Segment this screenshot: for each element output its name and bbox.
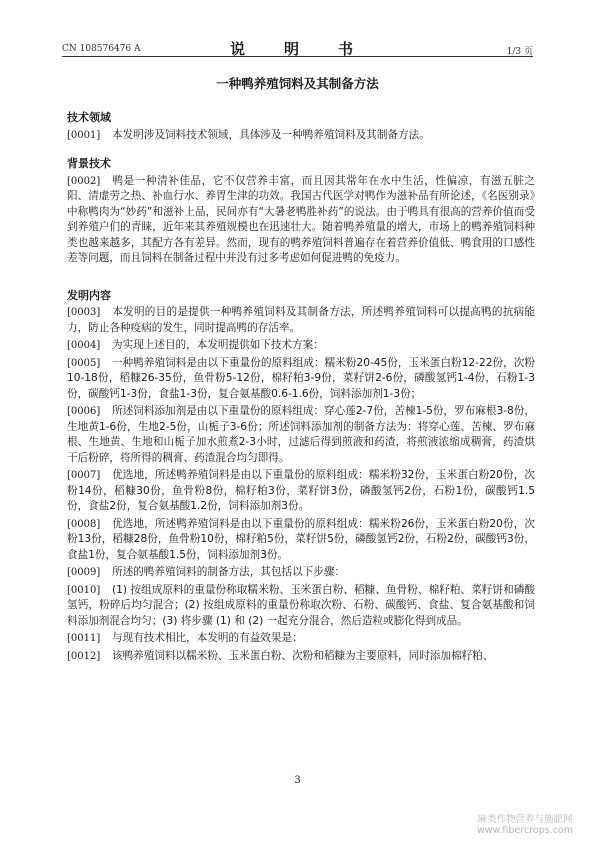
watermark-line: 麻类作物营养与施肥网 [477,814,573,825]
paragraph-text: (1) 按组成原料的重量份称取糯米粉、玉米蛋白粉、稻糠、鱼骨粉、棉籽粕、菜籽饼和磷酸氢钙，粉碎后均匀混合；(2) 按组成原料的重量份称取次粉、石粉、碳酸钙、食盐、复合氨基酸和饲料添加剂混合均匀；(3) 将步骤 (1) 和 (2) 一起充分混合，然后造粒或膨化得到成品。 [67,583,535,627]
section-heading-background: 背景技术 [67,157,111,170]
paragraph-text: 优选地，所述鸭养殖饲料是由以下重量份的原料组成：糯米粉26份，玉米蛋白粉20份，次粉13份，稻糠28份，鱼骨粉10份，棉籽粕5份，菜籽饼5份，磷酸氢钙2份，石粉2份，碳酸钙3份，食盐1份，复合氨基酸1.5份，饲料添加剂3份。 [67,517,535,561]
header-title: 说 明 书 [229,40,365,58]
paragraph [67,338,535,354]
document-number: CN 108576476 A [62,44,141,54]
paragraph-text: 优选地，所述鸭养殖饲料是由以下重量份的原料组成：糯米粉32份，玉米蛋白粉20份，次粉14份，稻糠30份，鱼骨粉8份，棉籽粕3份，菜籽饼3份，磷酸氢钙2份，石粉1份，碳酸钙1.5份，食盐2份，复合氨基酸1.2份，饲料添加剂3份。 [67,469,535,512]
document-body [67,98,535,701]
paragraph-number: [0002] [67,175,101,187]
paragraph [67,684,535,700]
paragraph-text: 与现有技术相比，本发明的有益效果是： [112,632,303,644]
paragraph [67,468,535,515]
section-heading-technical-field: 技术领域 [67,111,111,124]
section-heading-summary: 发明内容 [67,288,111,302]
paragraph-number: [0012] [67,650,101,662]
paragraph [67,649,535,665]
paragraph-number: [0001] [67,129,101,141]
paragraph [67,128,535,144]
paragraph [67,631,535,647]
paragraph [67,305,535,336]
paragraph [67,666,535,682]
paragraph-text: 本发明的目的是提供一种鸭养殖饲料及其制备方法，所述鸭养殖饲料可以提高鸭的抗病能力，防止各种疫病的发生，同时提高鸭的存活率。 [67,306,535,334]
paragraph [67,517,535,564]
paragraph [67,356,535,403]
paragraph-number: [0011] [67,633,101,644]
page-indicator: 1/3 页 [506,47,533,57]
paragraph-text: 一种鸭养殖饲料是由以下重量份的原料组成：糯米粉20-45份，玉米蛋白粉12-22份，次粉10-18份，稻糠26-35份，鱼骨粉5-12份，棉籽粕3-9份，菜籽饼2-6份，磷酸氢钙1-4份，石粉1-3份，碳酸钙1-3份，食盐1-3份，复合氨基酸0.6-1.6份，饲料添加剂1-3份； [67,356,535,400]
header-rule [62,56,533,57]
paragraph-number: [0010] [67,584,101,596]
paragraph-number: [0005] [67,357,101,369]
document-title: 一种鸭养殖饲料及其制备方法 [216,76,379,91]
paragraph-number: [0007] [67,470,101,481]
paragraph-number: [0009] [67,567,101,578]
paragraph-text: 该鸭养殖饲料以糯米粉、玉米蛋白粉、次粉和稻糠为主要原料，同时添加棉籽粕、 [112,649,494,662]
paragraph [67,174,535,267]
paragraph-number: [0004] [67,340,101,351]
paragraph-text: 所述饲料添加剂是由以下重量份的原料组成：穿心莲2-7份，苦楝1-5份，罗布麻根3-8份，生地黄1-6份，生地2-5份，山栀子3-6份；所述饲料添加剂的制备方法为：将穿心莲、苦楝、罗布麻根、生地黄、生地和山栀子加水煎煮2-3小时，过滤后得到煎液和药渣，将煎液浓缩成稠膏，药渣烘干后粉碎，将所得的稠膏、药渣混合均匀即得。 [67,405,535,464]
paragraph-text: 本发明涉及饲料技术领域，具体涉及一种鸭养殖饲料及其制备方法。 [112,128,430,141]
paragraph-text: 鸭是一种清补佳品，它不仅营养丰富，而且因其常年在水中生活，性偏凉，有滋五脏之阳、清虚劳之热、补血行水、养胃生津的功效。我国古代医学对鸭作为滋补品有所论述，《名医别录》中称鸭肉为“妙药”和滋补上品，民间亦有“大暑老鸭胜补药”的说法。由于鸭具有很高的营养价值而受到养殖户们的青睐，近年来其养殖规模也在迅速壮大。随着鸭养殖量的增大，市场上的鸭养殖饲料种类也越来越多，其配方各有差异。然而，现有的鸭养殖饲料普遍存在着营养价值低、鸭食用的口感性差等问题，而且饲料在制备过程中并没有过多考虑如何促进鸭的免疫力。 [67,174,535,264]
paragraph [67,565,535,581]
paragraph-number: [0008] [67,518,101,530]
paragraph-number: [0003] [67,307,101,318]
paragraph-text: 为实现上述目的，本发明提供如下技术方案： [112,339,324,351]
watermark [460,814,590,836]
paragraph [67,404,535,466]
watermark-line: www.fibercrops.com [476,825,574,836]
page-number: 3 [294,775,301,786]
paragraph [67,583,535,630]
paragraph-number: [0006] [67,406,101,417]
paragraph-text: 所述的鸭养殖饲料的制备方法，其包括以下步骤： [112,566,346,578]
